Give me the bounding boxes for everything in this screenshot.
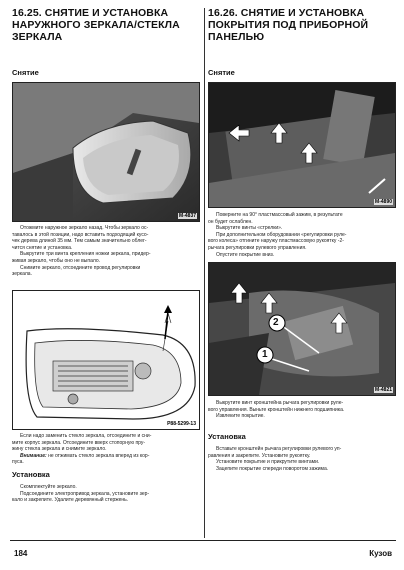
attention-label: Внимание:	[20, 452, 47, 459]
page-number: 184	[14, 549, 28, 558]
right-title-line: ПОКРЫТИЯ ПОД ПРИБОРНОЙ	[208, 19, 369, 31]
footer-rule	[10, 540, 396, 541]
left-para1-line: Отожмите наружное зеркало назад. Чтобы зеркало ос-	[20, 225, 149, 231]
left-para4-line: жину стекла зеркала и снимите зеркало.	[12, 446, 107, 453]
left-install-text	[12, 484, 200, 504]
left-para4-line: мите корпус зеркала. Отсоедините вверх стопорную пру-	[12, 439, 146, 446]
mirror-drawing-tag: P88-5299-13	[167, 421, 196, 427]
left-attention-line2: пуса.	[12, 459, 24, 466]
right-removal-heading: Снятие	[208, 68, 235, 77]
right-para6-line: Извлеките покрытие.	[216, 413, 265, 420]
left-para3-line: зеркала.	[12, 271, 32, 278]
right-para3-line: рычага регулировки рулевого управления.	[208, 244, 307, 251]
right-para4-line: Опустите покрытие вниз.	[216, 251, 275, 258]
right-para3-line: вого колеса» отгините наружу пластмассовую рукоятку -2-	[208, 238, 344, 245]
left-para3-line: Снимите зеркало, отсоедините провод регулировки	[20, 264, 141, 271]
right-title-line: ПАНЕЛЬЮ	[208, 31, 265, 43]
panel-photo-tag: M-4890	[375, 199, 392, 205]
left-attention	[12, 453, 200, 460]
label-1: 1	[262, 349, 268, 360]
attention-text: не отжимать стекло зеркала вперед из кор-	[46, 452, 150, 459]
steering-photo-image	[209, 263, 395, 395]
right-title	[208, 7, 396, 43]
panel-photo	[208, 82, 396, 208]
left-text-block-1	[12, 225, 200, 278]
section-name: Кузов	[369, 549, 392, 558]
mirror-drawing-image	[13, 291, 199, 429]
right-text-block-2	[208, 400, 396, 420]
left-para1-line: тавалось в этой позиции, надо вставить подходящий кусо-	[12, 231, 149, 238]
right-para5-line: вого управления. Выньте кронштейн нижнего подшипника.	[208, 406, 345, 413]
right-para2-line: Выкрутите винты «стрелки».	[216, 225, 283, 232]
right-install-heading: Установка	[208, 432, 246, 441]
left-install-line: кало и закрепите. Удалите деревянный стержень.	[12, 497, 129, 504]
mirror-photo-image	[13, 83, 199, 221]
right-install-text	[208, 446, 396, 472]
right-install-line: Вставьте кронштейн рычага регулировки рулевого уп-	[216, 446, 342, 452]
left-title	[12, 7, 202, 43]
right-install-line: Зацепите покрытие спереди поворотом зажима.	[216, 465, 329, 472]
panel-photo-image	[209, 83, 395, 207]
right-title-line: 16.26. СНЯТИЕ И УСТАНОВКА	[208, 7, 365, 19]
steering-photo	[208, 262, 396, 396]
steering-photo-tag: M-4821	[375, 387, 392, 393]
left-para2-line: живая зеркало, чтобы оно не выпало.	[12, 257, 101, 264]
label-2: 2	[273, 317, 279, 328]
right-text-block-1	[208, 212, 396, 258]
left-title-line: НАРУЖНОГО ЗЕРКАЛА/СТЕКЛА	[12, 19, 180, 31]
left-removal-heading: Снятие	[12, 68, 39, 77]
mirror-photo-tag: M-4837	[179, 213, 196, 219]
right-install-line: равления и закрепите. Установите рукоятку.	[208, 452, 311, 459]
right-para1-line: он будет ослаблен.	[208, 218, 253, 225]
mirror-photo	[12, 82, 200, 222]
right-para1-line: Поверните на 90° пластмассовый зажим, в результате	[216, 212, 343, 218]
left-para4-line: Если надо заменить стекло зеркала, отсоедините и сни-	[20, 433, 152, 439]
column-divider	[204, 8, 205, 538]
left-install-line: Подсоедините электропривод зеркала, установите зер-	[20, 490, 150, 497]
mirror-drawing	[12, 290, 200, 430]
left-para1-line: чится снятие и установка.	[12, 244, 73, 251]
left-install-line: Скомплектуйте зеркало.	[20, 484, 77, 490]
left-title-line: 16.25. СНЯТИЕ И УСТАНОВКА	[12, 7, 169, 19]
left-install-heading: Установка	[12, 470, 50, 479]
right-install-line: Установите покрытие и прикрутите винтами.	[216, 459, 320, 466]
left-title-line: ЗЕРКАЛА	[12, 31, 63, 43]
right-para5-line: Выкрутите винт кронштейна рычага регулировки руле-	[216, 400, 344, 406]
left-para2-line: Выкрутите три винта крепления ножки зеркала, придер-	[20, 251, 151, 258]
right-para3-line: При дополнительном оборудовании «регулировки руле-	[216, 231, 347, 238]
left-text-block-2	[12, 433, 200, 466]
left-para1-line: чек дерева длиной 35 мм. Тем самым значительно облег-	[12, 238, 147, 245]
